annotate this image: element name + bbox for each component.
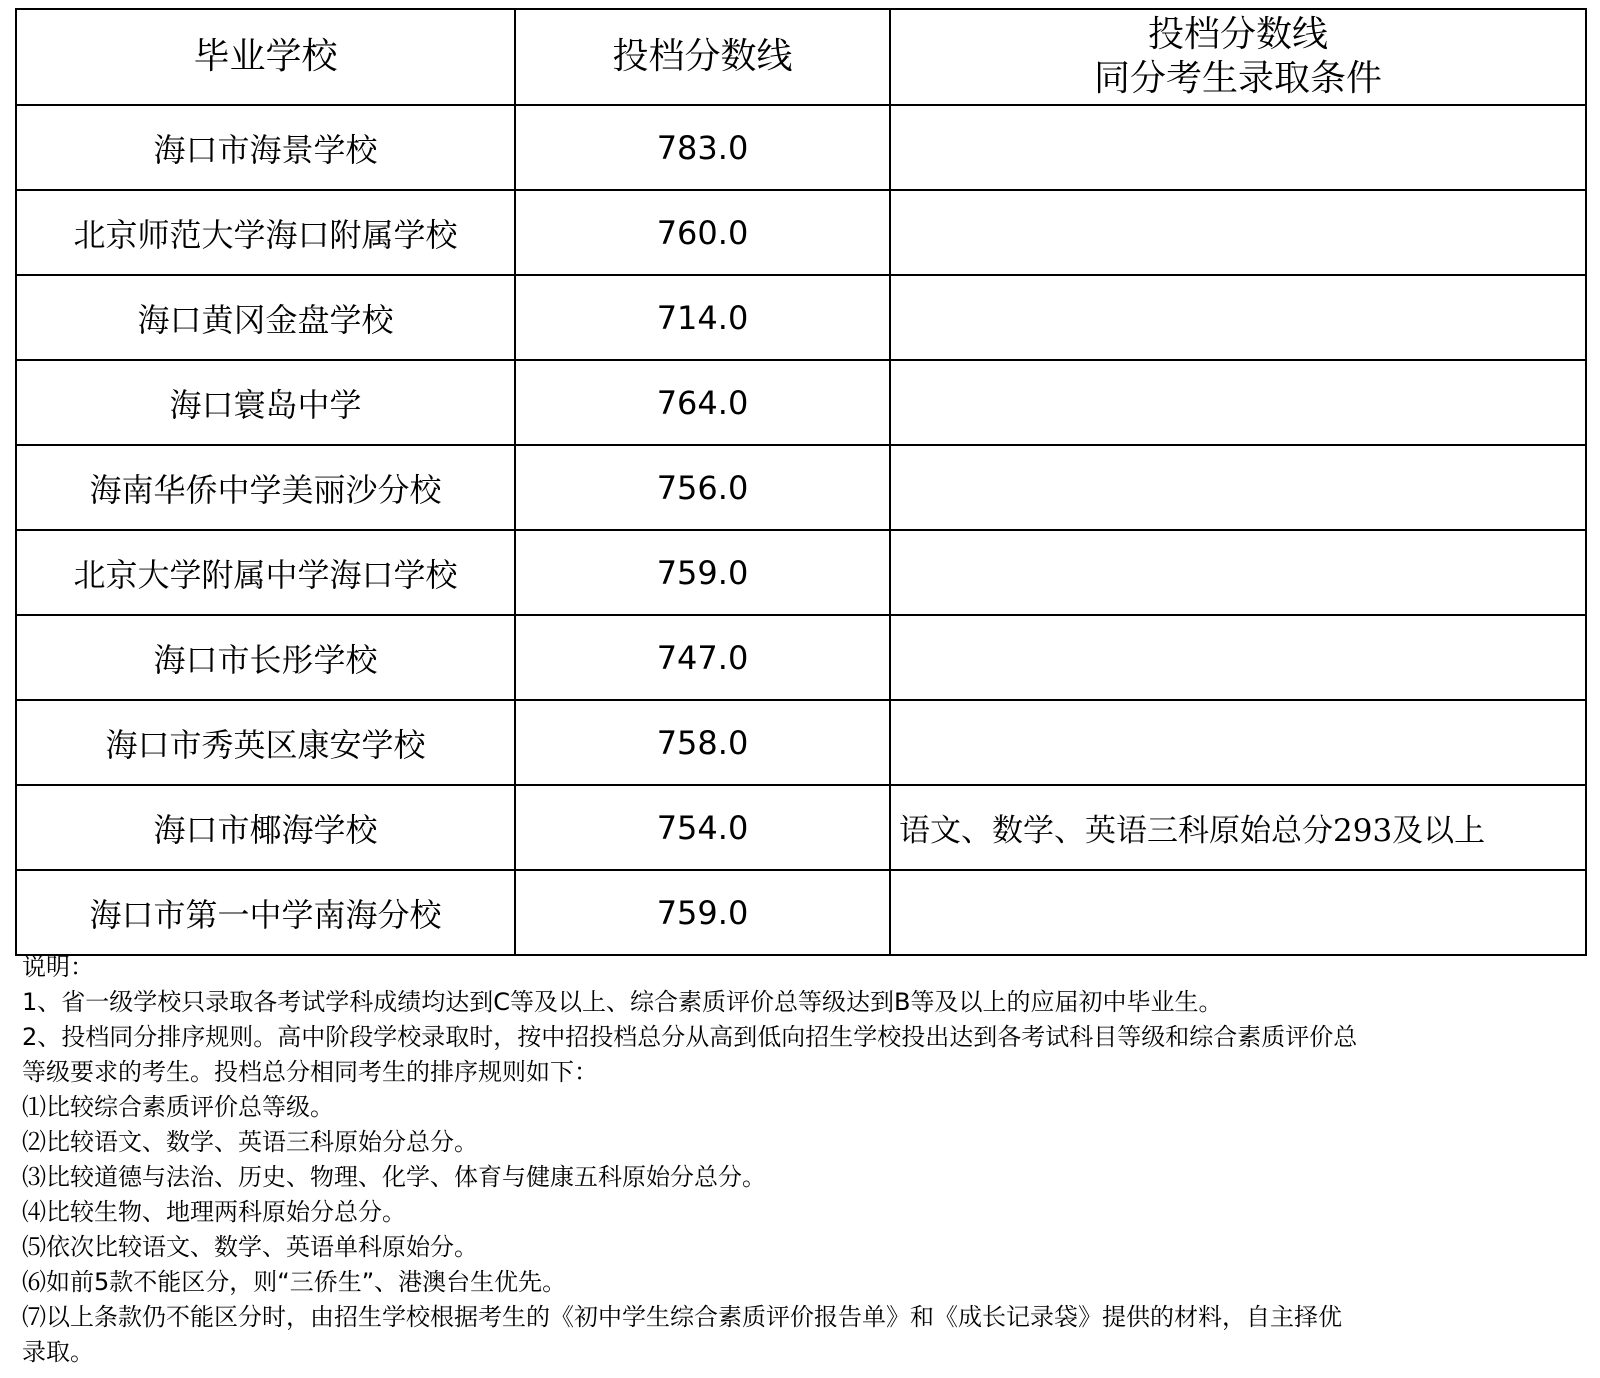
table-row bbox=[16, 700, 1586, 785]
tie-condition bbox=[890, 870, 1586, 955]
tie-condition bbox=[890, 105, 1586, 190]
header-condition bbox=[890, 9, 1586, 105]
score-value: 756.0 bbox=[515, 445, 890, 530]
tie-condition bbox=[890, 700, 1586, 785]
score-value: 759.0 bbox=[515, 530, 890, 615]
table-row bbox=[16, 785, 1586, 870]
school-name: 海口黄冈金盘学校 bbox=[16, 275, 515, 360]
tie-condition: 语文、数学、英语三科原始总分293及以上 bbox=[890, 785, 1586, 870]
notes-title: 说明： bbox=[22, 953, 94, 981]
tie-condition bbox=[890, 360, 1586, 445]
score-value: 747.0 bbox=[515, 615, 890, 700]
school-name: 海口市椰海学校 bbox=[16, 785, 515, 870]
school-name: 海南华侨中学美丽沙分校 bbox=[16, 445, 515, 530]
score-value: 764.0 bbox=[515, 360, 890, 445]
score-value: 754.0 bbox=[515, 785, 890, 870]
note-line: 2、投档同分排序规则。高中阶段学校录取时，按中招投档总分从高到低向招生学校投出达到各考试科目等级和综合素质评价总 bbox=[22, 1023, 1358, 1051]
tie-condition bbox=[890, 190, 1586, 275]
notes-section bbox=[22, 950, 1582, 1370]
header-school: 毕业学校 bbox=[16, 9, 515, 105]
tie-condition bbox=[890, 530, 1586, 615]
admission-score-table bbox=[15, 8, 1587, 956]
school-name: 海口市秀英区康安学校 bbox=[16, 700, 515, 785]
school-name: 海口市长彤学校 bbox=[16, 615, 515, 700]
table-row bbox=[16, 530, 1586, 615]
header-score: 投档分数线 bbox=[515, 9, 890, 105]
note-line: 录取。 bbox=[22, 1338, 94, 1366]
table-row bbox=[16, 275, 1586, 360]
school-name: 北京师范大学海口附属学校 bbox=[16, 190, 515, 275]
score-value: 758.0 bbox=[515, 700, 890, 785]
note-line: ⑷比较生物、地理两科原始分总分。 bbox=[22, 1198, 406, 1226]
school-name: 北京大学附属中学海口学校 bbox=[16, 530, 515, 615]
table-row bbox=[16, 190, 1586, 275]
header-condition-line1: 投档分数线 bbox=[1147, 14, 1328, 55]
school-name: 海口市海景学校 bbox=[16, 105, 515, 190]
table-row bbox=[16, 870, 1586, 955]
note-line: 1、省一级学校只录取各考试学科成绩均达到C等及以上、综合素质评价总等级达到B等及以上的应届初中毕业生。 bbox=[22, 988, 1223, 1016]
note-line: ⑴比较综合素质评价总等级。 bbox=[22, 1093, 334, 1121]
note-line: ⑵比较语文、数学、英语三科原始分总分。 bbox=[22, 1128, 478, 1156]
table-row bbox=[16, 445, 1586, 530]
note-line: 等级要求的考生。投档总分相同考生的排序规则如下： bbox=[22, 1058, 598, 1086]
table-row bbox=[16, 105, 1586, 190]
note-line: ⑶比较道德与法治、历史、物理、化学、体育与健康五科原始分总分。 bbox=[22, 1163, 766, 1191]
table-row bbox=[16, 615, 1586, 700]
tie-condition bbox=[890, 445, 1586, 530]
note-line: ⑸依次比较语文、数学、英语单科原始分。 bbox=[22, 1233, 478, 1261]
tie-condition bbox=[890, 615, 1586, 700]
score-value: 783.0 bbox=[515, 105, 890, 190]
table-header-row bbox=[16, 9, 1586, 105]
note-line: ⑹如前5款不能区分，则“三侨生”、港澳台生优先。 bbox=[22, 1268, 567, 1296]
school-name: 海口市第一中学南海分校 bbox=[16, 870, 515, 955]
tie-condition bbox=[890, 275, 1586, 360]
note-line: ⑺以上条款仍不能区分时，由招生学校根据考生的《初中学生综合素质评价报告单》和《成长记录袋》提供的材料，自主择优 bbox=[22, 1303, 1342, 1331]
table-row bbox=[16, 360, 1586, 445]
header-condition-line2: 同分考生录取条件 bbox=[1093, 58, 1382, 99]
score-value: 759.0 bbox=[515, 870, 890, 955]
school-name: 海口寰岛中学 bbox=[16, 360, 515, 445]
score-value: 760.0 bbox=[515, 190, 890, 275]
score-value: 714.0 bbox=[515, 275, 890, 360]
